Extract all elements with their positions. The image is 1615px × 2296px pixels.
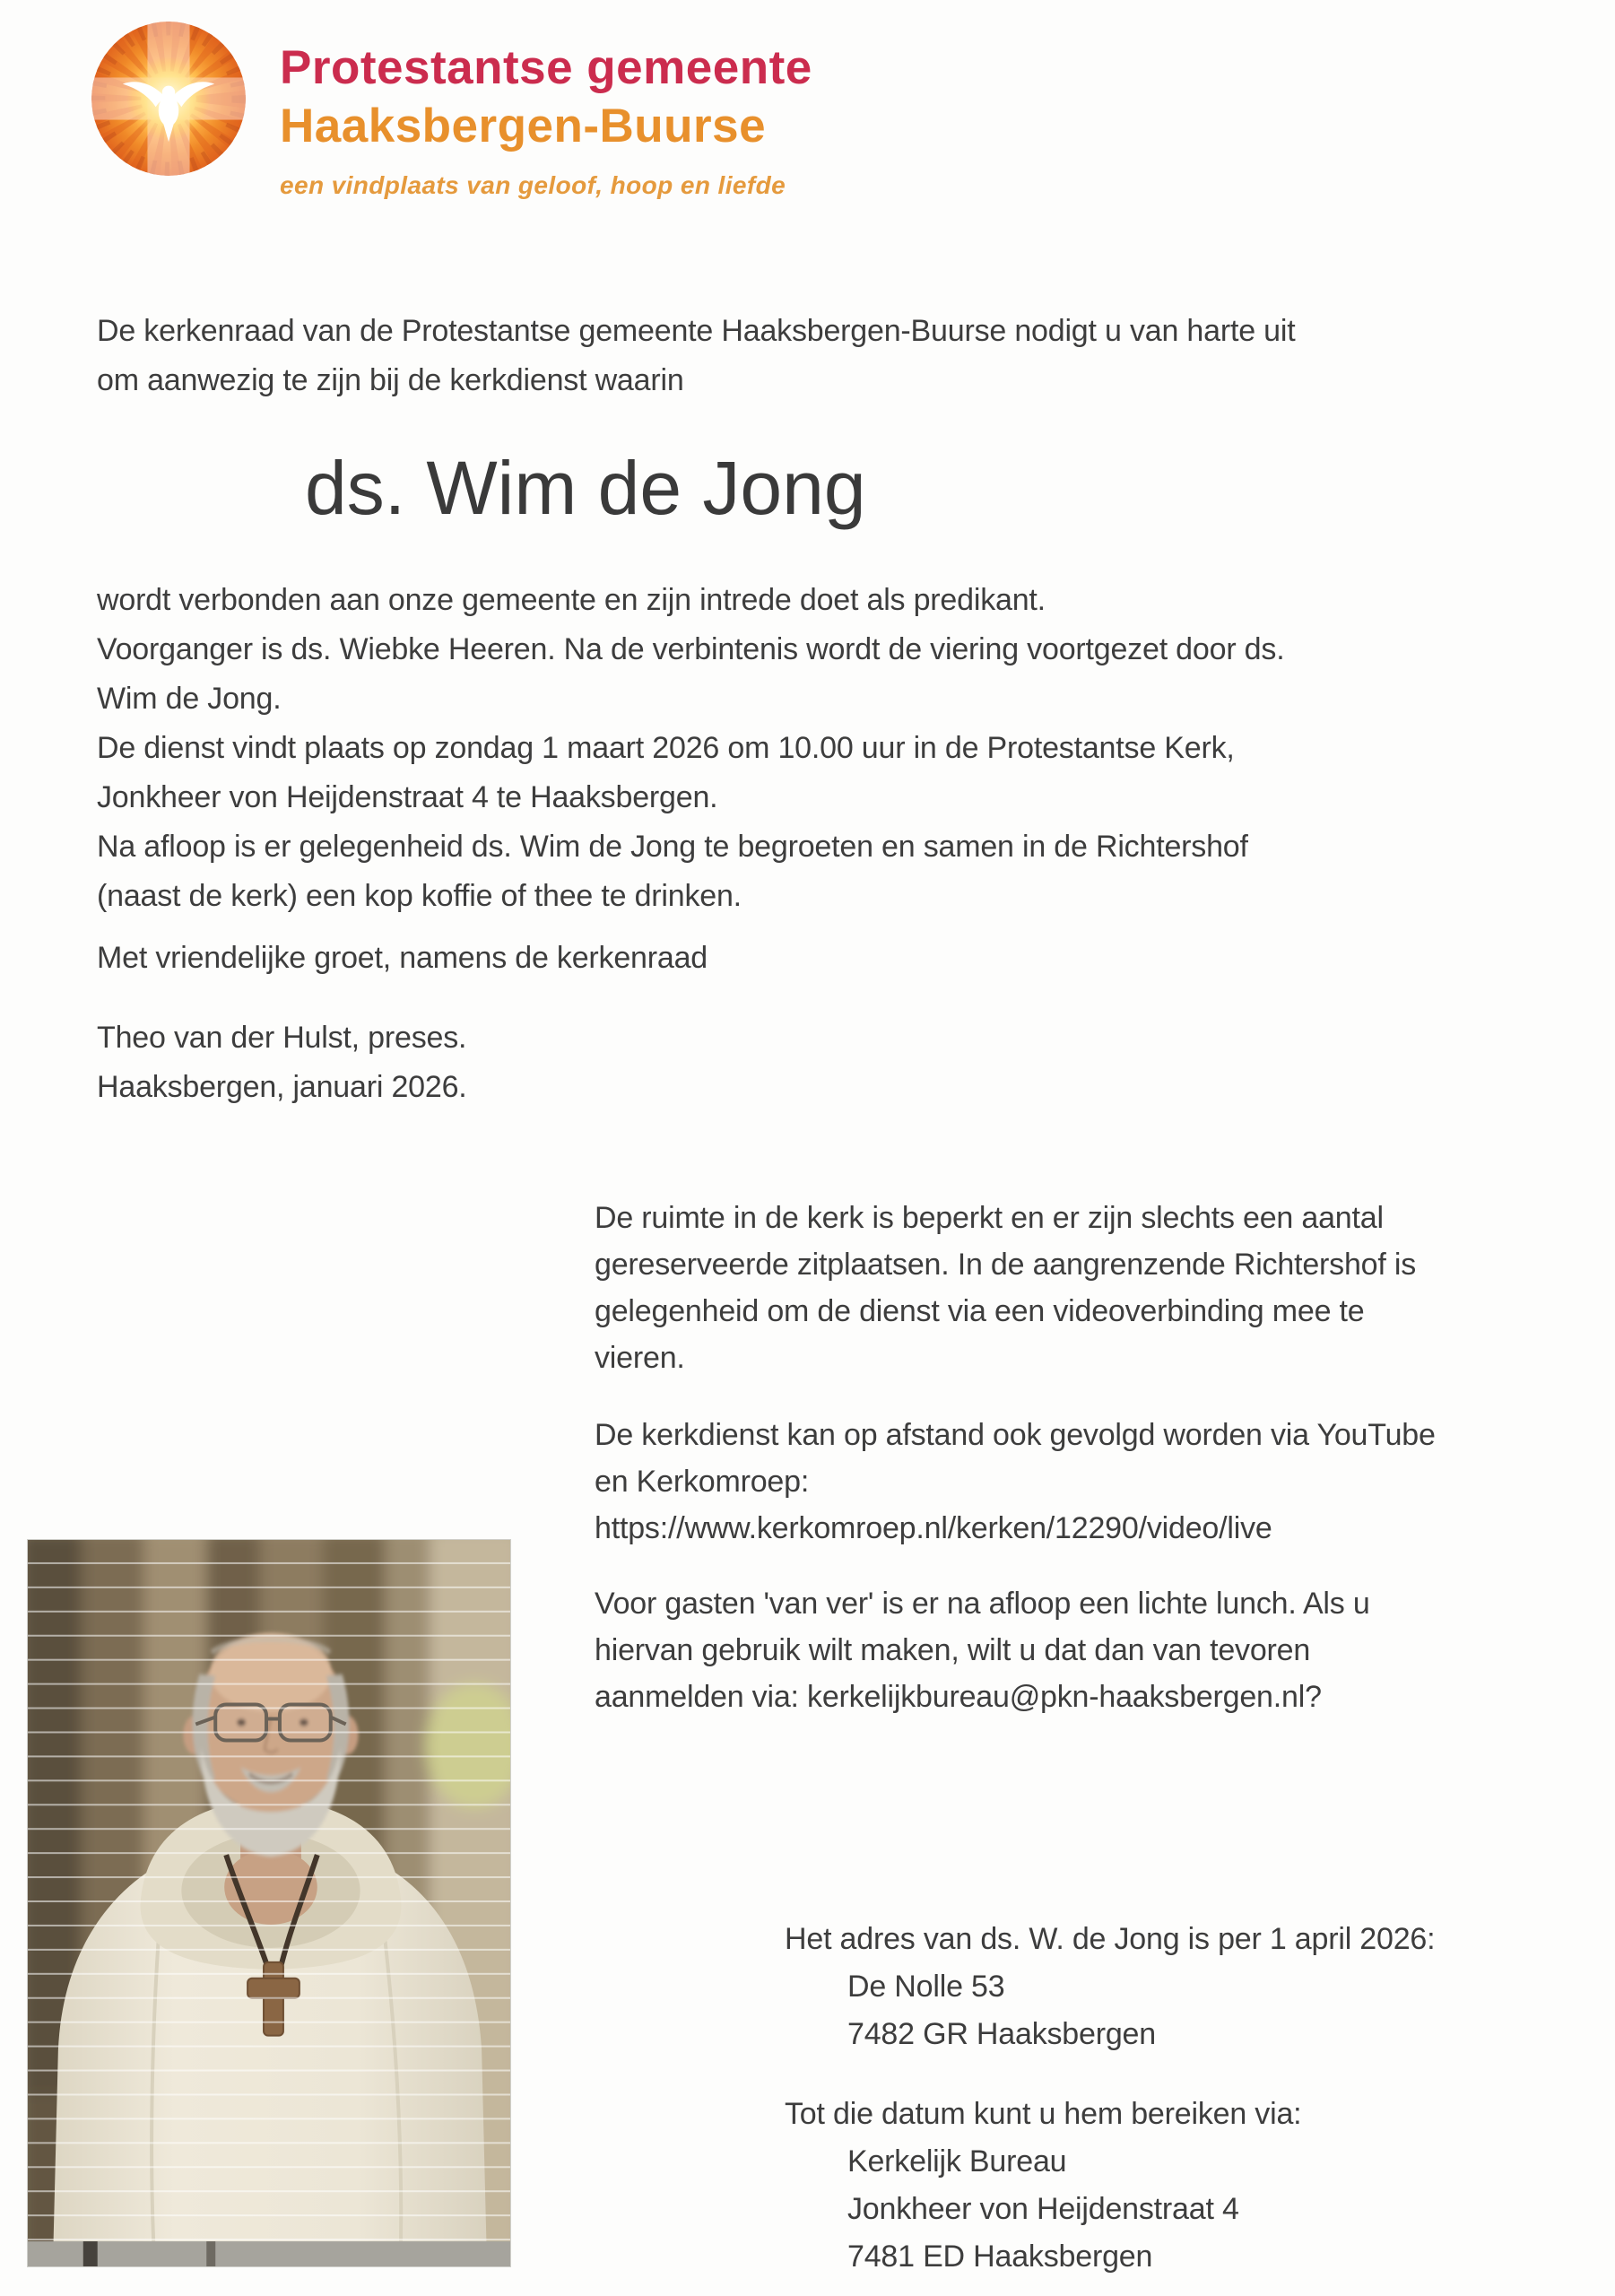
livestream-info-paragraph [595,1412,1436,1552]
photo-bottom-strip [28,2241,510,2266]
text-line: Na afloop is er gelegenheid ds. Wim de Jong te begroeten en samen in de Richtershof [97,830,1248,864]
dove-sunburst-logo-icon [90,20,247,178]
text-line: wordt verbonden aan onze gemeente en zijn intrede doet als predikant. [97,583,1046,617]
text-line: gelegenheid om de dienst via een videoverbinding mee te [595,1294,1365,1328]
text-line: De kerkdienst kan op afstand ook gevolgd worden via YouTube [595,1418,1436,1452]
until-date-line: Tot die datum kunt u hem bereiken via: [785,2097,1302,2131]
text-line: De kerkenraad van de Protestantse gemeente Haaksbergen-Buurse nodigt u van harte uit [97,314,1296,348]
text-line: Wim de Jong. [97,682,282,716]
text-line: hiervan gebruik wilt maken, wilt u dat dan van tevoren [595,1633,1311,1667]
text-line: Theo van der Hulst, preses. [97,1021,467,1055]
lunch-info-paragraph [595,1580,1370,1720]
org-name-block [280,43,812,200]
text-line: De ruimte in de kerk is beperkt en er zijn slechts een aantal [595,1201,1384,1235]
org-tagline: een vindplaats van geloof, hoop en liefde [280,171,786,200]
text-line: aanmelden via: kerkelijkbureau@pkn-haaksbergen.nl? [595,1680,1322,1714]
org-name-line2: Haaksbergen-Buurse [280,100,767,153]
address-intro-line: Het adres van ds. W. de Jong is per 1 april 2026: [785,1922,1436,1956]
bureau-address-lines [785,2138,1435,2281]
service-details-paragraph [97,576,1284,983]
text-line: De Nolle 53 [847,1970,1005,2004]
invitation-intro-paragraph [97,307,1295,405]
text-line: (naast de kerk) een kop koffie of thee te drinken. [97,879,742,913]
text-line: Met vriendelijke groet, namens de kerkenraad [97,941,708,975]
text-line: gereserveerde zitplaatsen. In de aangrenzende Richtershof is [595,1248,1417,1282]
text-line: Haaksbergen, januari 2026. [97,1070,467,1104]
text-line: om aanwezig te zijn bij de kerkdienst waarin [97,363,684,397]
text-line: Kerkelijk Bureau [847,2144,1067,2179]
org-name-line1: Protestantse gemeente [280,41,812,94]
text-line: Jonkheer von Heijdenstraat 4 te Haaksbergen. [97,780,718,814]
text-line: en Kerkomroep: [595,1465,810,1499]
text-line: https://www.kerkomroep.nl/kerken/12290/video/live [595,1511,1272,1545]
letterhead [90,20,812,200]
text-line: Voor gasten 'van ver' is er na afloop een lichte lunch. Als u [595,1587,1370,1621]
text-line: 7481 ED Haaksbergen [847,2239,1153,2274]
minister-portrait-photo [27,1539,511,2267]
new-address-block [785,1916,1435,2281]
new-address-lines [785,1963,1435,2058]
scanline-overlay [28,1540,510,2266]
text-line: De dienst vindt plaats op zondag 1 maart 2026 om 10.00 uur in de Protestantse Kerk, [97,731,1235,765]
text-line: vieren. [595,1341,685,1375]
seating-info-paragraph [595,1195,1416,1381]
minister-name-heading: ds. Wim de Jong [305,446,866,530]
text-line: Jonkheer von Heijdenstraat 4 [847,2192,1239,2226]
text-line: Voorganger is ds. Wiebke Heeren. Na de verbintenis wordt de viering voortgezet door ds. [97,632,1285,666]
text-line: 7482 GR Haaksbergen [847,2017,1156,2051]
signoff-block [97,1013,467,1112]
